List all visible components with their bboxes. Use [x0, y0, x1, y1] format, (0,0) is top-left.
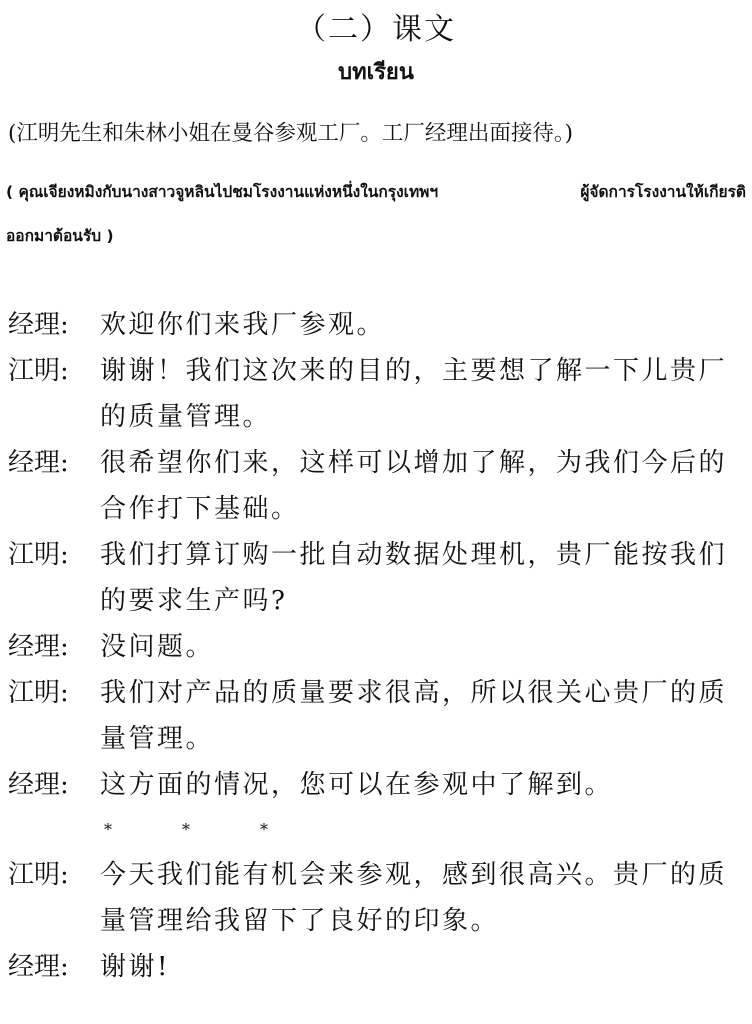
speaker-label: 经理: [8, 952, 69, 982]
speech-text: 没问题。 [100, 632, 215, 662]
speech-text: 这方面的情况，您可以在参观中了解到。 [100, 770, 614, 800]
dialogue-turn [8, 670, 748, 762]
speech-text: 欢迎你们来我厂参观。 [100, 310, 386, 340]
speaker-label: 江明: [8, 540, 69, 570]
speech-text: 谢谢！我们这次来的目的，主要想了解一下儿贵厂的质量管理。 [100, 356, 728, 432]
section-separator [8, 808, 748, 852]
dialogue-turn [8, 532, 748, 624]
dialogue-turn [8, 440, 748, 532]
speech-text: 谢谢! [100, 952, 170, 982]
dialogue-turn [8, 762, 748, 808]
scene-description-thai [6, 170, 746, 258]
speaker-label: 经理: [8, 632, 69, 662]
scene-description-thai-line-1 [6, 170, 746, 214]
dialogue-turn [8, 348, 748, 440]
dialogue [8, 302, 748, 990]
separator-star: * [104, 820, 112, 839]
dialogue-turn [8, 852, 748, 944]
lesson-subtitle-thai: บทเรียน [338, 60, 414, 85]
dialogue-turn [8, 624, 748, 670]
dialogue-turn [8, 302, 748, 348]
scene-description-thai-part-2: ผู้จัดการโรงงานให้เกียรติ [580, 183, 746, 201]
speaker-label: 经理: [8, 448, 69, 478]
speaker-label: 江明: [8, 678, 69, 708]
speaker-label: 江明: [8, 356, 69, 386]
scene-description-thai-part-1: ( คุณเจียงหมิงกับนางสาวจูหลินไปชมโรงงานแห่งหนึ่งในกรุงเทพฯ [6, 183, 439, 201]
scene-description-chinese: (江明先生和朱林小姐在曼谷参观工厂。工厂经理出面接待。) [8, 121, 574, 146]
speech-text: 今天我们能有机会来参观，感到很高兴。贵厂的质量管理给我留下了良好的印象。 [100, 860, 728, 936]
speaker-label: 经理: [8, 310, 69, 340]
scene-description-thai-line-2: ออกมาต้อนรับ ) [6, 227, 114, 245]
separator-star: * [260, 820, 268, 839]
speech-text: 我们打算订购一批自动数据处理机，贵厂能按我们的要求生产吗? [100, 540, 728, 616]
speaker-label: 经理: [8, 770, 69, 800]
speaker-label: 江明: [8, 860, 69, 890]
speech-text: 很希望你们来，这样可以增加了解，为我们今后的合作打下基础。 [100, 448, 728, 524]
lesson-title: （二）课文 [296, 12, 456, 47]
separator-star: * [182, 820, 190, 839]
speech-text: 我们对产品的质量要求很高，所以很关心贵厂的质量管理。 [100, 678, 728, 754]
dialogue-turn [8, 944, 748, 990]
